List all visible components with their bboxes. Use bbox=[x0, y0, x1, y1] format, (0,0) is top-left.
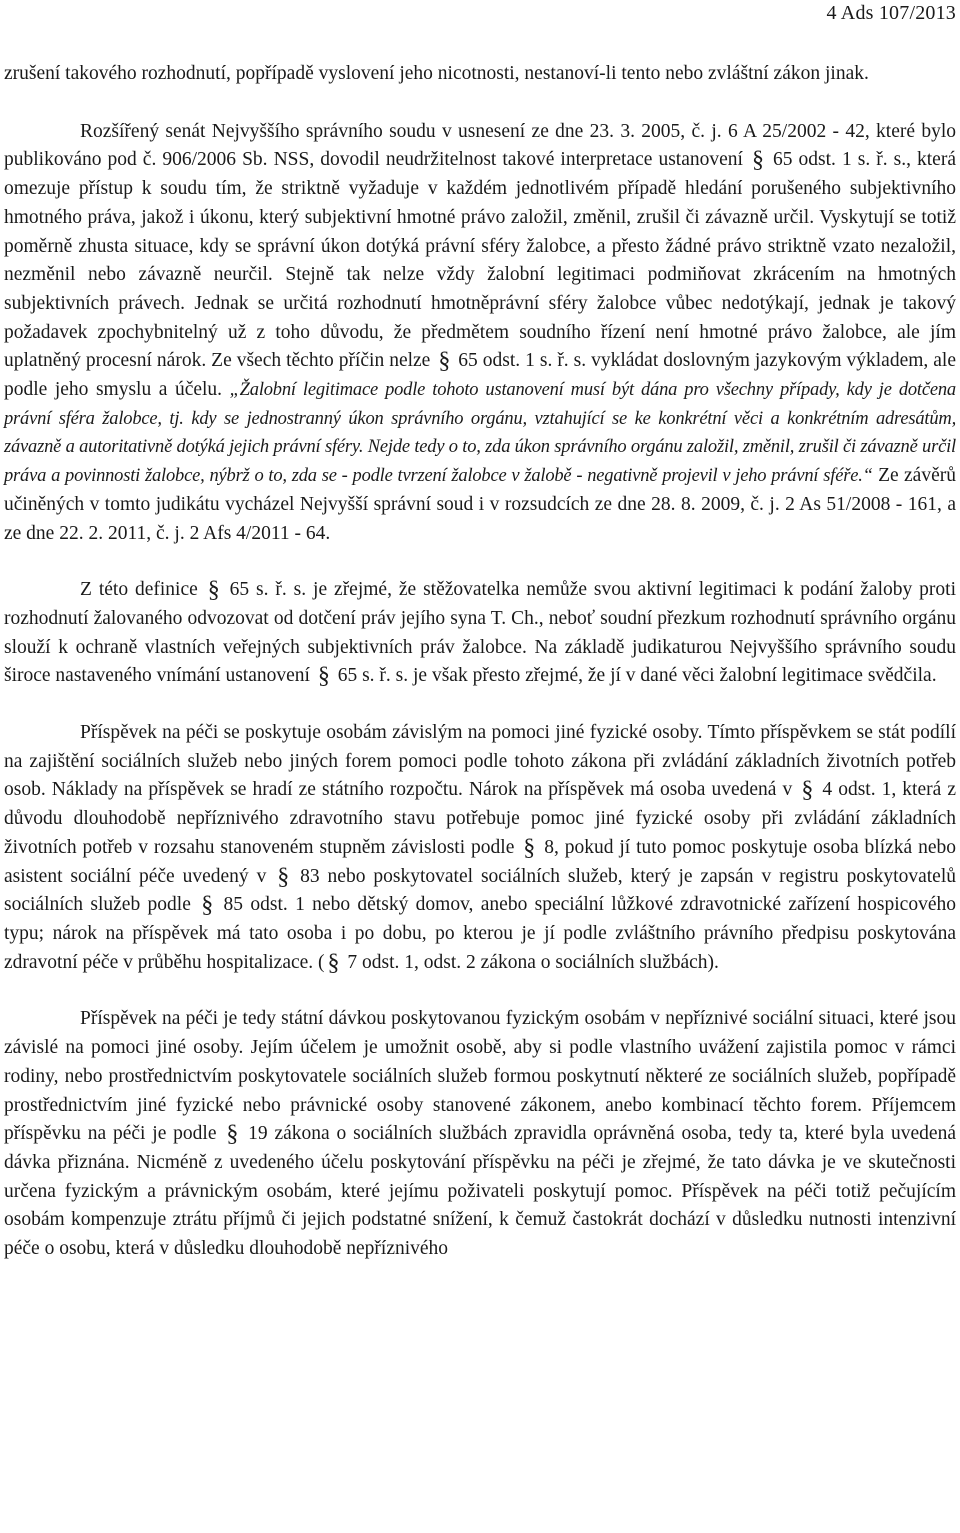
quoted-judgment: „Žalobní legitimace podle tohoto ustanovení musí být dána pro všechny případy, kdy je dotčena právní sféra žalobce, tj. kdy se jednostranný úkon správního orgánu, vztahující se ke konkrétní věci a konkrétním adresátům, závazně a autoritativně dotýká jejich právní sféry. Nejde tedy o to, zda úkon správního orgánu založil, změnil, zrušil či závazně určil práva a povinnosti žalobce, nýbrž o to, zda se - podle tvrzení žalobce v žalobě - negativně projevil v jeho právní sféře.“ bbox=[4, 380, 956, 487]
section-sign: § bbox=[207, 577, 220, 604]
section-sign: § bbox=[751, 147, 764, 174]
section-sign: § bbox=[201, 892, 214, 919]
paragraph-definition: Z této definice § 65 s. ř. s. je zřejmé, že stěžovatelka nemůže svou aktivní legitimaci k podání žaloby proti rozhodnutí žalovaného odvozovat od dotčení práv jejího syna T. Ch., neboť soudní přezkum rozhodnutí správního orgánu slouží k ochraně vlastních veřejných subjektivních práv žalobce. Na základě judikaturou Nejvyššího správního soudu široce nastaveného vnímání ustanovení § 65 s. ř. s. je však přesto zřejmé, že jí v dané věci žalobní legitimace svědčila. bbox=[4, 577, 956, 690]
case-reference: 4 Ads 107/2013 bbox=[826, 2, 956, 24]
paragraph-continuation: zrušení takového rozhodnutí, popřípadě vyslovení jeho nicotnosti, nestanoví-li tento nebo zvláštní zákon jinak. bbox=[4, 63, 869, 84]
paragraph-care-allowance: Příspěvek na péči se poskytuje osobám závislým na pomoci jiné fyzické osoby. Tímto příspěvkem se stát podílí na zajištění sociálních služeb nebo jiných forem pomoci podle tohoto zákona při zvládání základních životních potřeb osob. Náklady na příspěvek se hradí ze státního rozpočtu. Nárok na příspěvek má osoba uvedená v § 4 odst. 1, která z důvodu dlouhodobě nepříznivého zdravotního stavu potřebuje pomoc jiné fyzické osoby při zvládání základních životních potřeb v rozsahu stanoveném stupněm závislosti podle § 8, pokud jí tuto pomoc poskytuje osoba blízká nebo asistent sociální péče uvedený v § 83 nebo poskytovatel sociálních služeb, který je zapsán v registru poskytovatelů sociálních služeb podle § 85 odst. 1 nebo dětský domov, anebo speciální lůžkové zdravotnické zařízení hospicového typu; nárok na příspěvek má tato osoba i po dobu, po kterou je jí podle zvláštního právního předpisu poskytována zdravotní péče v průběhu hospitalizace. ( § 7 odst. 1, odst. 2 zákona o sociálních službách). bbox=[4, 722, 956, 976]
section-sign: § bbox=[277, 863, 290, 890]
section-sign: § bbox=[523, 834, 536, 861]
section-sign: § bbox=[801, 777, 814, 804]
paragraph-state-benefit: Příspěvek na péči je tedy státní dávkou poskytovanou fyzickým osobám v nepříznivé sociální situaci, které jsou závislé na pomoci jiné osoby. Jejím účelem je umožnit osobě, aby si podle vlastního uvážení zajistila pomoc v rámci rodiny, nebo prostřednictvím poskytovatele sociálních služeb formou poskytnutí některé ze sociálních služeb, popřípadě prostřednictvím jiné fyzické nebo právnické osoby stanovené zákonem, anebo kombinací těchto forem. Příjemcem příspěvku na péči je podle § 19 zákona o sociálních službách zpravidla oprávněná osoba, tedy ta, které byla uvedená dávka přiznána. Nicméně z uvedeného účelu poskytování příspěvku na péči je zřejmé, že tato dávka je ve skutečnosti určena fyzickým a právnickým osobám, které jejímu poživateli poskytují pomoc. Příspěvek na péči totiž pečujícím osobám kompenzuje ztrátu příjmů či jejich podstatné snížení, k čemuž častokrát dochází v důsledku nutnosti intenzivní péče o osobu, která v důsledku dlouhodobě nepříznivého bbox=[4, 1008, 956, 1260]
section-sign: § bbox=[317, 663, 330, 690]
paragraph-extended-senate: Rozšířený senát Nejvyššího správního soudu v usnesení ze dne 23. 3. 2005, č. j. 6 A 25/2002 - 42, které bylo publikováno pod č. 906/2006 Sb. NSS, dovodil neudržitelnost takové interpretace ustanovení § 65 odst. 1 s. ř. s., která omezuje přístup k soudu tím, že striktně vyžaduje v každém jednotlivém případě hledání porušeného subjektivního hmotného práva, jakož i úkonu, který subjektivní hmotné právo založil, změnil, zrušil či závazně určil. Vyskytují se totiž poměrně zhusta situace, kdy se správní úkon dotýká právní sféry žalobce, a přesto žádné právo striktně vzato nezaložil, nezměnil nebo závazně neurčil. Stejně tak nelze vždy žalobní legitimaci podmiňovat zkrácením na hmotných subjektivních právech. Jednak se určitá rozhodnutí hmotněprávní sféry žalobce vůbec nedotýkají, jednak je takový požadavek zpochybnitelný už z toho důvodu, že předmětem soudního řízení není hmotné právo žalobce, ale jím uplatněný procesní nárok. Ze všech těchto příčin nelze § 65 odst. 1 s. ř. s. vykládat doslovným jazykovým výkladem, ale podle jeho smyslu a účelu. „Žalobní legitimace podle tohoto ustanovení musí být dána pro všechny případy, kdy je dotčena právní sféra žalobce, tj. kdy se jednostranný úkon správního orgánu, vztahující se ke konkrétní věci a konkrétním adresátům, závazně a autoritativně dotýká jejich právní sféry. Nejde tedy o to, zda úkon správního orgánu založil, změnil, zrušil či závazně určil práva a povinnosti žalobce, nýbrž o to, zda se - podle tvrzení žalobce v žalobě - negativně projevil v jeho právní sféře.“ Ze závěrů učiněných v tomto judikátu vycházel Nejvyšší správní soud i v rozsudcích ze dne 28. 8. 2009, č. j. 2 As 51/2008 - 161, a ze dne 22. 2. 2011, č. j. 2 Afs 4/2011 - 64. bbox=[4, 120, 956, 544]
section-sign: § bbox=[226, 1121, 239, 1148]
section-sign: § bbox=[438, 348, 451, 375]
document-body bbox=[4, 60, 956, 1264]
section-sign: § bbox=[327, 949, 340, 976]
